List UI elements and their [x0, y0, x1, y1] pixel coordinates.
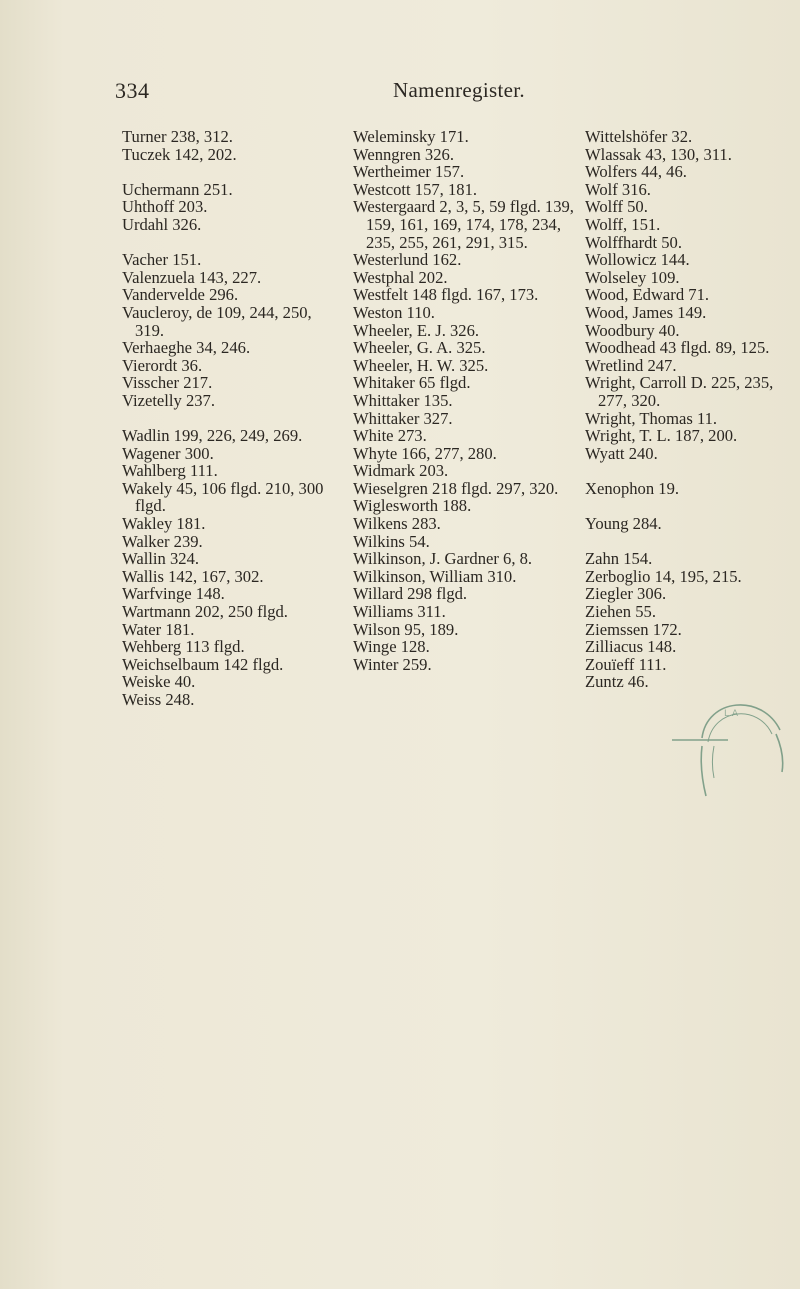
index-entry: Wilkinson, J. Gardner 6, 8. [353, 549, 533, 569]
index-entry: Uchermann 251. [122, 179, 233, 199]
index-entry: Wilkens 283. [353, 514, 441, 534]
running-title: Namenregister. [393, 78, 525, 102]
index-entry: Zahn 154. [585, 549, 653, 569]
index-entry: Woodbury 40. [585, 320, 680, 340]
index-entry: Uhthoff 203. [122, 197, 208, 217]
index-entry: Wolff, 151. [585, 214, 661, 234]
index-entry: Wenngren 326. [353, 144, 454, 164]
index-entry: Wolfers 44, 46. [585, 162, 687, 182]
index-entry: Wilkins 54. [353, 531, 430, 551]
index-entry: Vierordt 36. [122, 355, 203, 375]
index-column-1 [122, 128, 344, 709]
index-entry: Wallis 142, 167, 302. [122, 566, 264, 586]
index-entry: Wolf 316. [585, 179, 651, 199]
index-entry: Zuntz 46. [585, 672, 649, 692]
letter-gap [122, 234, 344, 252]
index-entry: Warfvinge 148. [122, 584, 225, 604]
library-stamp-icon [672, 668, 792, 798]
index-entry: Wehberg 113 flgd. [122, 637, 245, 657]
index-entry: Visscher 217. [122, 373, 213, 393]
index-entry: Williams 311. [353, 602, 446, 622]
index-entry: Wahlberg 111. [122, 461, 218, 481]
index-entry: Winter 259. [353, 654, 432, 674]
index-entry: Wilson 95, 189. [353, 619, 459, 639]
index-entry: Weichselbaum 142 flgd. [122, 654, 284, 674]
index-entry: Westfelt 148 flgd. 167, 173. [353, 285, 539, 305]
index-entry: Whitaker 65 flgd. [353, 373, 471, 393]
index-entry: Willard 298 flgd. [353, 584, 468, 604]
index-entry: Wood, James 149. [585, 302, 707, 322]
index-entry: Vacher 151. [122, 250, 202, 270]
index-entry: Urdahl 326. [122, 214, 202, 234]
index-entry: Zilliacus 148. [585, 637, 677, 657]
index-entry: Valenzuela 143, 227. [122, 267, 262, 287]
index-entry: Wilkinson, William 310. [353, 566, 517, 586]
index-entry: Water 181. [122, 619, 195, 639]
index-entry: Wyatt 240. [585, 443, 658, 463]
index-entry: Xenophon 19. [585, 478, 680, 498]
page-number: 334 [115, 78, 150, 103]
index-entry: Wallin 324. [122, 549, 200, 569]
index-column-3 [585, 128, 800, 691]
index-entry: Ziehen 55. [585, 602, 656, 622]
index-entry: Wolff 50. [585, 197, 648, 217]
letter-gap [585, 533, 800, 551]
index-entry: Whittaker 327. [353, 408, 453, 428]
index-entry: Wright, T. L. 187, 200. [585, 426, 738, 446]
index-entry: Wright, Thomas 11. [585, 408, 718, 428]
letter-gap [122, 163, 344, 181]
index-entry: Weiske 40. [122, 672, 196, 692]
index-entry: Wakley 181. [122, 514, 206, 534]
index-entry: Woodhead 43 flgd. 89, 125. [585, 338, 770, 358]
page-header [115, 78, 705, 108]
index-entry: Wakely 45, 106 flgd. 210, 300 flgd. [122, 478, 324, 516]
index-entry: Wheeler, E. J. 326. [353, 320, 480, 340]
index-entry: Ziegler 306. [585, 584, 667, 604]
index-entry: Wittelshöfer 32. [585, 127, 693, 146]
index-entry: Westphal 202. [353, 267, 448, 287]
index-entry: Wlassak 43, 130, 311. [585, 144, 732, 164]
index-entry: Walker 239. [122, 531, 203, 551]
letter-gap [122, 410, 344, 428]
index-entry: Vizetelly 237. [122, 390, 216, 410]
index-entry: Weiss 248. [122, 690, 195, 709]
index-entry: Wheeler, G. A. 325. [353, 338, 486, 358]
index-entry: Weleminsky 171. [353, 127, 469, 146]
index-entry: Westerlund 162. [353, 250, 462, 270]
letter-gap [585, 462, 800, 480]
svg-text:L A: L A [724, 709, 739, 719]
index-entry: Tuczek 142, 202. [122, 144, 237, 164]
index-entry: White 273. [353, 426, 427, 446]
index-entry: Zerboglio 14, 195, 215. [585, 566, 742, 586]
index-entry: Whyte 166, 277, 280. [353, 443, 497, 463]
index-entry: Wretlind 247. [585, 355, 677, 375]
index-entry: Weston 110. [353, 302, 435, 322]
index-entry: Wolffhardt 50. [585, 232, 682, 252]
index-entry: Wartmann 202, 250 flgd. [122, 602, 288, 622]
index-entry: Vaucleroy, de 109, 244, 250, 319. [122, 302, 312, 340]
index-entry: Vandervelde 296. [122, 285, 239, 305]
index-entry: Winge 128. [353, 637, 430, 657]
index-entry: Wiglesworth 188. [353, 496, 472, 516]
index-column-2 [353, 128, 575, 673]
index-entry: Wollowicz 144. [585, 250, 690, 270]
index-entry: Verhaeghe 34, 246. [122, 338, 251, 358]
index-entry: Widmark 203. [353, 461, 449, 481]
index-entry: Wood, Edward 71. [585, 285, 710, 305]
index-entry: Young 284. [585, 514, 662, 534]
index-entry: Ziemssen 172. [585, 619, 682, 639]
index-entry: Wertheimer 157. [353, 162, 465, 182]
index-entry: Zouïeff 111. [585, 654, 667, 674]
letter-gap [585, 497, 800, 515]
index-entry: Wadlin 199, 226, 249, 269. [122, 426, 303, 446]
index-entry: Wieselgren 218 flgd. 297, 320. [353, 478, 559, 498]
index-entry: Wright, Carroll D. 225, 235, 277, 320. [585, 373, 774, 410]
index-entry: Turner 238, 312. [122, 127, 233, 146]
index-entry: Wolseley 109. [585, 267, 680, 287]
index-entry: Westcott 157, 181. [353, 179, 478, 199]
index-entry: Wheeler, H. W. 325. [353, 355, 489, 375]
index-entry: Whittaker 135. [353, 390, 453, 410]
index-entry: Wagener 300. [122, 443, 214, 463]
index-entry: Westergaard 2, 3, 5, 59 flgd. 139, 159, 161, 169, 174, 178, 234, 235, 255, 261, 291, 315. [353, 197, 574, 252]
